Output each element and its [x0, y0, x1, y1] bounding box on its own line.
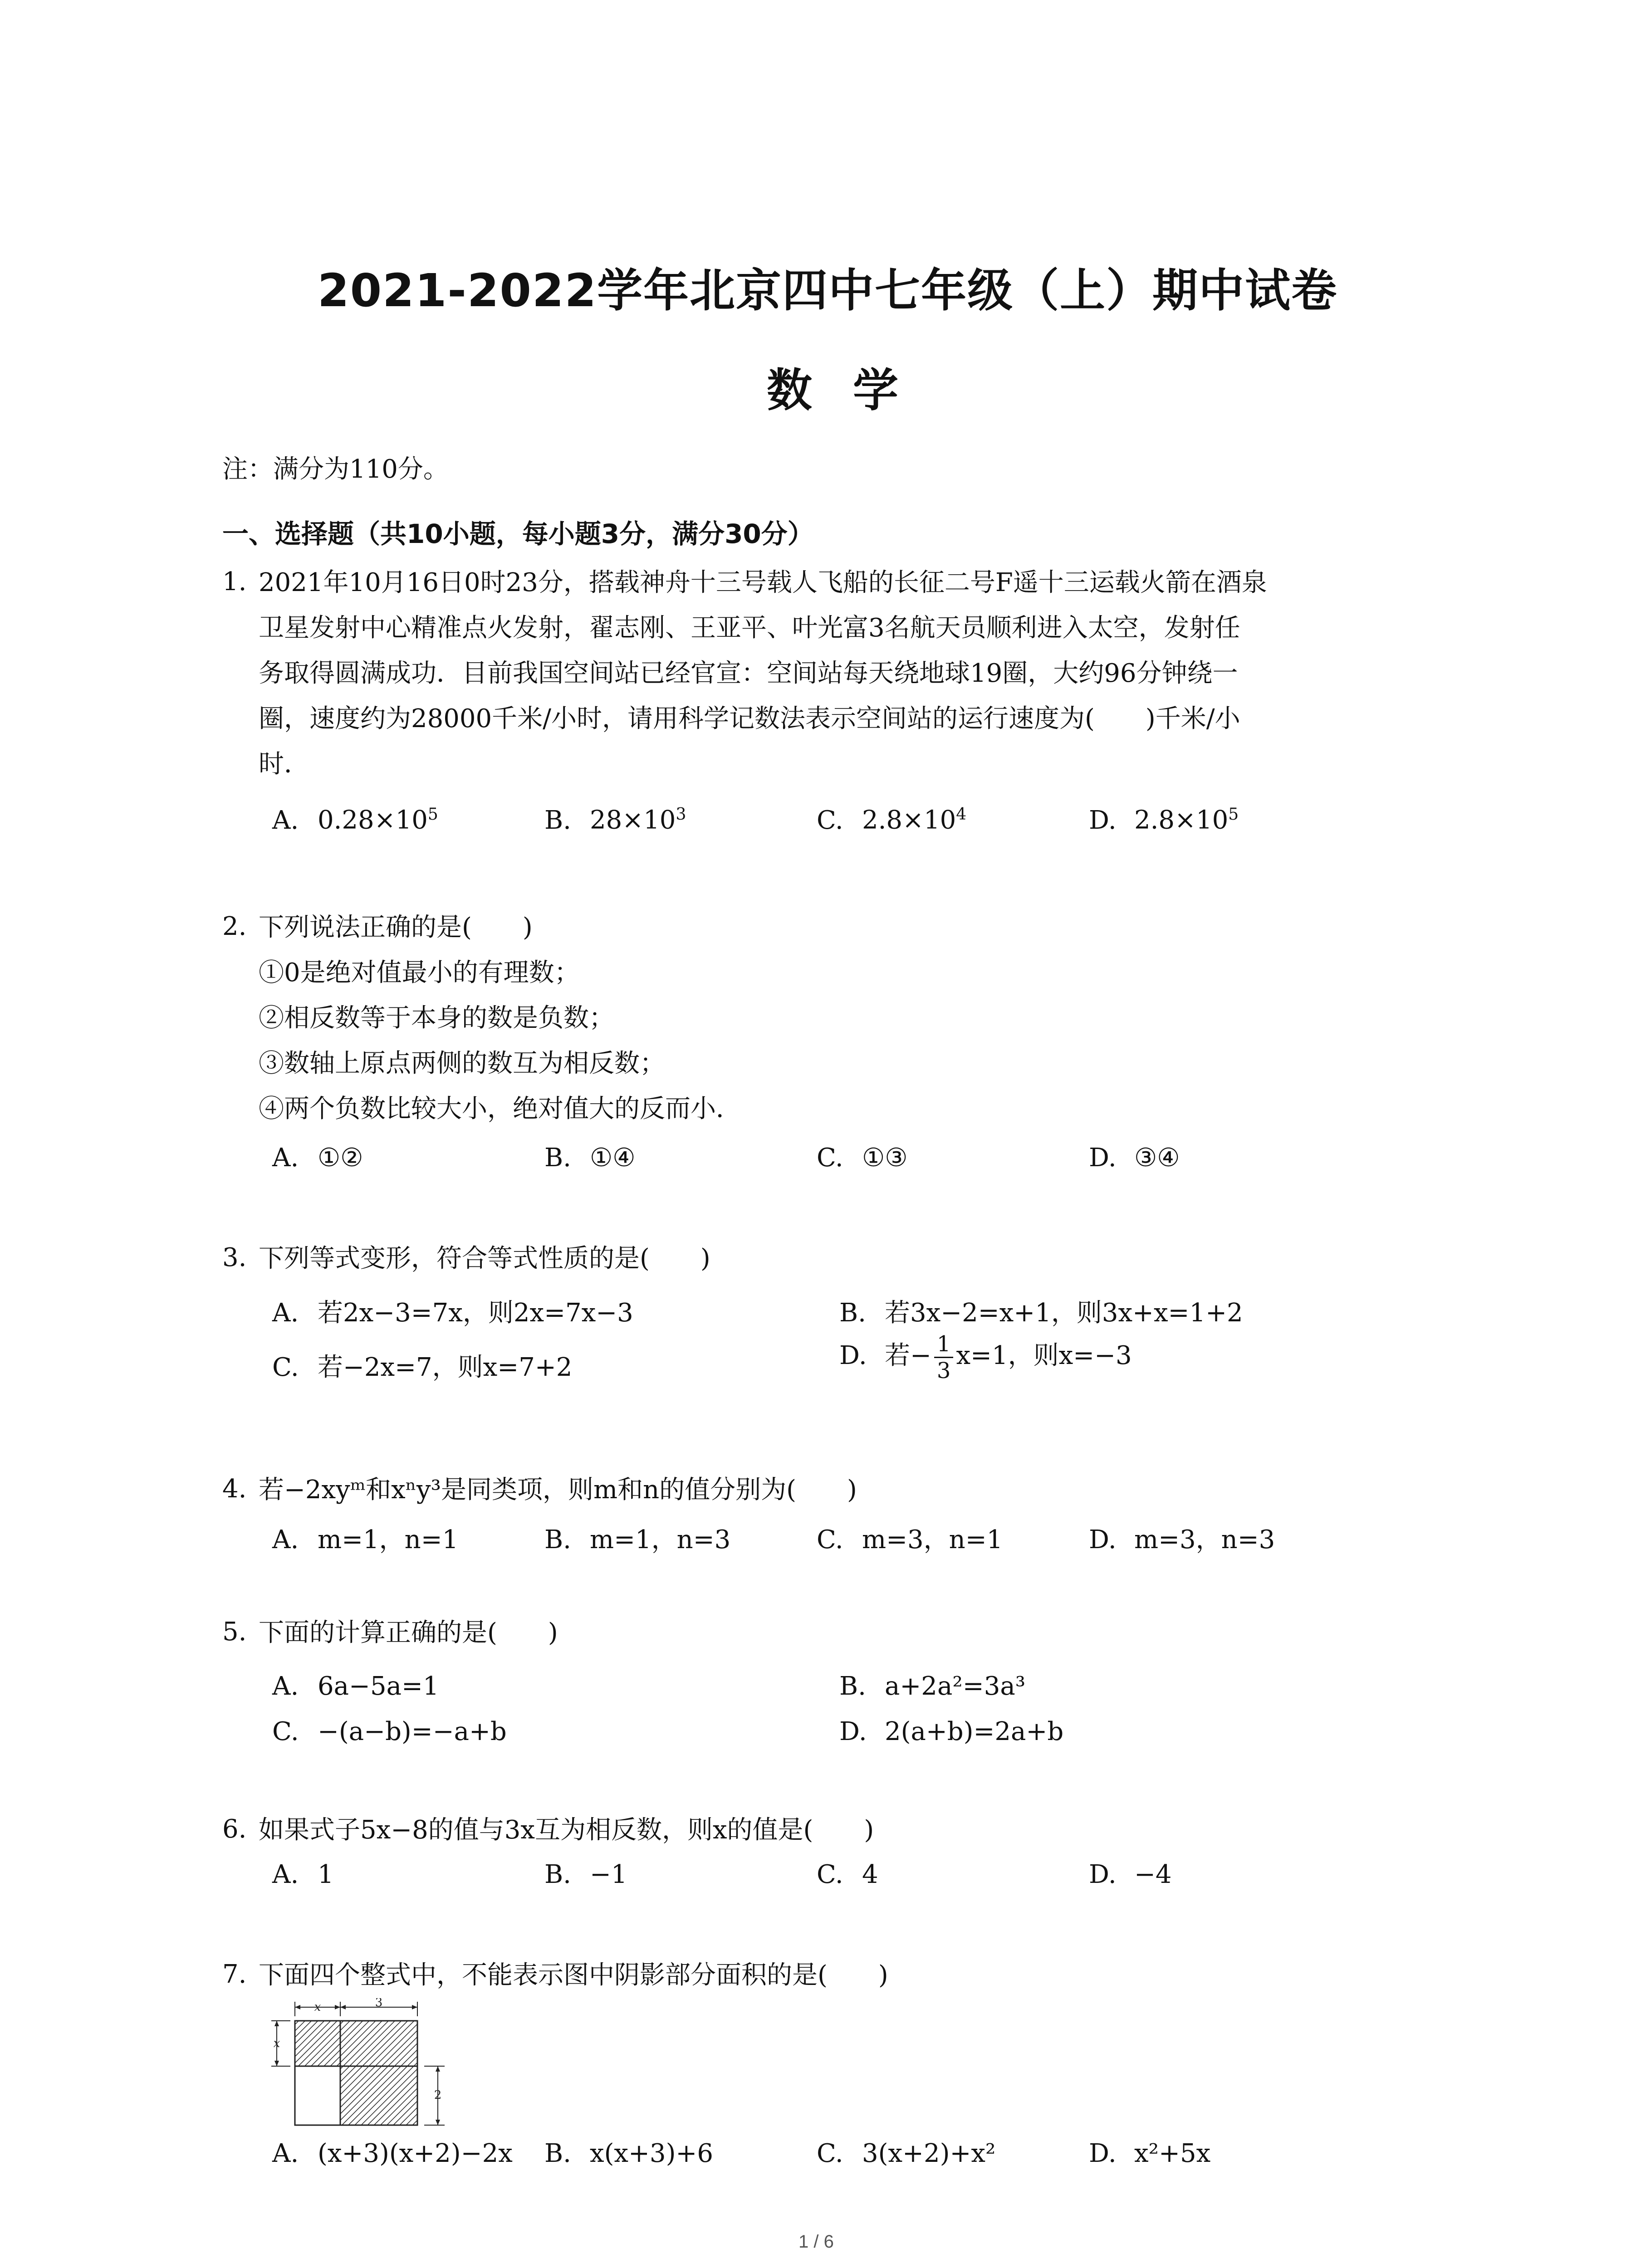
option-b[interactable]: B. ①④ — [544, 1143, 636, 1173]
option-a[interactable]: A. (x+3)(x+2)−2x — [272, 2139, 513, 2168]
question-number: 5. — [222, 1617, 247, 1647]
option-c[interactable]: C. m=3，n=1 — [817, 1525, 1003, 1554]
option-label: D. — [1089, 805, 1117, 835]
option-label: B. — [544, 1525, 571, 1554]
question-number: 1. — [222, 567, 247, 596]
question-1-line-5: 时． — [259, 749, 309, 779]
question-1-line-1: 2021年10月16日0时23分，搭载神舟十三号载人飞船的长征二号F遥十三运载火箭在酒泉 — [259, 568, 1267, 597]
option-b[interactable]: B. m=1，n=3 — [544, 1525, 731, 1554]
option-a[interactable]: A. 若2x−3=7x，则2x=7x−3 — [272, 1298, 633, 1328]
question-number: 3. — [222, 1243, 247, 1272]
option-b[interactable]: B. 若3x−2=x+1，则3x+x=1+2 — [839, 1298, 1243, 1328]
option-a[interactable]: A. $0.28\times 10^5$ — [272, 805, 438, 835]
option-label: B. — [544, 2139, 571, 2168]
statement-3: ③数轴上原点两侧的数互为相反数； — [259, 1049, 665, 1078]
option-d[interactable]: D. x²+5x — [1089, 2139, 1211, 2168]
option-a[interactable]: A. ①② — [272, 1143, 363, 1173]
option-label: D. — [1089, 1143, 1117, 1173]
question-5-stem: 下面的计算正确的是( ) — [259, 1618, 558, 1647]
exam-title: 2021-2022学年北京四中七年级（上）期中试卷 — [318, 264, 1338, 317]
label-x-left: x — [273, 2037, 280, 2050]
label-2-right: 2 — [434, 2088, 442, 2102]
option-a[interactable]: A. m=1，n=1 — [272, 1525, 459, 1554]
option-d[interactable]: D. 2(a+b)=2a+b — [839, 1717, 1064, 1746]
statement-1: ①0是绝对值最小的有理数； — [259, 958, 580, 987]
option-label: A. — [272, 1860, 299, 1889]
option-b[interactable]: B. $28\times 10^3$ — [544, 805, 686, 835]
label-3-top: 3 — [375, 1998, 383, 2009]
option-a[interactable]: A. 1 — [272, 1860, 334, 1889]
shaded-area-figure — [263, 1998, 454, 2130]
option-b[interactable]: B. −1 — [544, 1860, 627, 1889]
option-label: A. — [272, 1298, 299, 1328]
option-label: B. — [839, 1672, 866, 1701]
option-d[interactable]: D. 若− $\frac{1}{3}$ x=1，则x=−3 — [839, 1331, 1132, 1383]
question-number: 4. — [222, 1474, 247, 1504]
shaded-rect-top-right — [340, 2021, 417, 2066]
option-label: B. — [544, 1143, 571, 1173]
question-3-stem: 下列等式变形，符合等式性质的是( ) — [259, 1244, 710, 1273]
option-label: B. — [544, 805, 571, 835]
fraction: $\frac{1}{3}$ — [934, 1331, 954, 1383]
option-label: C. — [817, 1860, 843, 1889]
option-c[interactable]: C. 3(x+2)+x² — [817, 2139, 996, 2168]
unshaded-rect — [295, 2066, 340, 2125]
question-number: 7. — [222, 1960, 247, 1989]
option-label: A. — [272, 805, 299, 835]
question-1-line-4: 圈，速度约为28000千米/小时，请用科学记数法表示空间站的运行速度为( )千米/小 — [259, 704, 1240, 733]
option-label: D. — [1089, 2139, 1117, 2168]
option-label: D. — [839, 1341, 867, 1370]
question-6-stem: 如果式子5x−8的值与3x互为相反数，则x的值是( ) — [259, 1815, 874, 1845]
question-number: 6. — [222, 1814, 247, 1844]
option-b[interactable]: B. x(x+3)+6 — [544, 2139, 713, 2168]
option-label: A. — [272, 1143, 299, 1173]
option-label: C. — [272, 1353, 299, 1382]
option-label: B. — [839, 1298, 866, 1328]
option-c[interactable]: C. $2.8\times 10^4$ — [817, 805, 967, 835]
statement-2: ②相反数等于本身的数是负数； — [259, 1003, 614, 1033]
question-2-stem: 下列说法正确的是( ) — [259, 913, 533, 942]
shaded-rect-bottom-right — [340, 2066, 417, 2125]
option-label: A. — [272, 2139, 299, 2168]
section-heading: 一、选择题（共10小题，每小题3分，满分30分） — [222, 518, 814, 549]
question-4-stem: 若−2xyᵐ和xⁿy³是同类项，则m和n的值分别为( ) — [259, 1475, 857, 1505]
option-label: A. — [272, 1672, 299, 1701]
option-c[interactable]: C. −(a−b)=−a+b — [272, 1717, 507, 1746]
option-label: C. — [272, 1717, 299, 1746]
option-a[interactable]: A. 6a−5a=1 — [272, 1672, 439, 1701]
option-d[interactable]: D. m=3，n=3 — [1089, 1525, 1275, 1554]
option-label: C. — [817, 1525, 843, 1554]
option-d[interactable]: D. $2.8\times 10^5$ — [1089, 805, 1239, 835]
label-x-top: x — [314, 2000, 321, 2014]
option-c[interactable]: C. ①③ — [817, 1143, 908, 1173]
question-7-stem: 下面四个整式中，不能表示图中阴影部分面积的是( ) — [259, 1960, 888, 1990]
option-b[interactable]: B. a+2a²=3a³ — [839, 1672, 1026, 1701]
page-number: 1 / 6 — [798, 2232, 834, 2252]
option-label: B. — [544, 1860, 571, 1889]
shaded-square-x — [295, 2021, 340, 2066]
score-note: 注：满分为110分。 — [222, 455, 449, 484]
statement-4: ④两个负数比较大小，绝对值大的反而小． — [259, 1094, 741, 1124]
question-1-line-3: 务取得圆满成功．目前我国空间站已经官宣：空间站每天绕地球19圈，大约96分钟绕一 — [259, 659, 1238, 688]
option-label: D. — [839, 1717, 867, 1746]
option-label: C. — [817, 2139, 843, 2168]
option-d[interactable]: D. −4 — [1089, 1860, 1172, 1889]
option-c[interactable]: C. 若−2x=7，则x=7+2 — [272, 1353, 573, 1382]
option-label: D. — [1089, 1525, 1117, 1554]
subject-title: 数学 — [767, 364, 939, 417]
question-number: 2. — [222, 912, 247, 941]
option-label: C. — [817, 805, 843, 835]
option-label: D. — [1089, 1860, 1117, 1889]
option-d[interactable]: D. ③④ — [1089, 1143, 1180, 1173]
option-label: C. — [817, 1143, 843, 1173]
question-1-line-2: 卫星发射中心精准点火发射，翟志刚、王亚平、叶光富3名航天员顺利进入太空，发射任 — [259, 613, 1240, 643]
option-c[interactable]: C. 4 — [817, 1860, 878, 1889]
option-label: A. — [272, 1525, 299, 1554]
